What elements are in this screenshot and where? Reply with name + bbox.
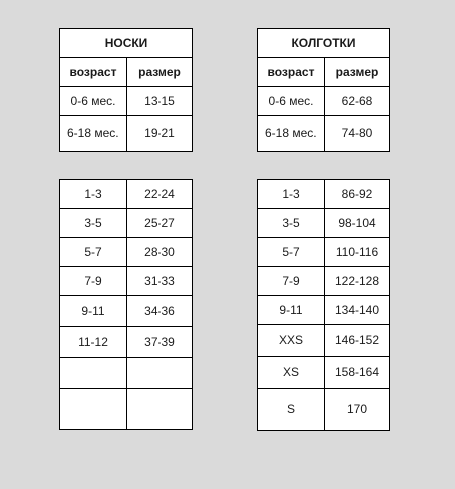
age-cell: 7-9 [258, 267, 325, 296]
table-row [60, 296, 193, 327]
size-cell: 37-39 [127, 327, 193, 358]
size-cell: 134-140 [325, 296, 390, 325]
age-cell: 1-3 [60, 180, 127, 209]
size-cell: 34-36 [127, 296, 193, 327]
age-cell: 0-6 мес. [60, 87, 127, 116]
table-row [60, 327, 193, 358]
age-cell: S [258, 389, 325, 431]
table-row [60, 116, 193, 152]
age-cell: 5-7 [60, 238, 127, 267]
socks-age-header: возраст [60, 58, 127, 87]
age-cell: XS [258, 357, 325, 389]
size-cell: 31-33 [127, 267, 193, 296]
age-cell: 11-12 [60, 327, 127, 358]
size-cell: 158-164 [325, 357, 390, 389]
tights-size-table-infants [257, 28, 390, 152]
age-cell [60, 358, 127, 389]
socks-size-table-children [59, 179, 193, 430]
table-row [258, 238, 390, 267]
socks-size-header: размер [127, 58, 193, 87]
age-cell: XXS [258, 325, 325, 357]
size-cell: 98-104 [325, 209, 390, 238]
table-row [258, 180, 390, 209]
size-cell: 74-80 [325, 116, 390, 152]
table-row [60, 87, 193, 116]
table-row [258, 296, 390, 325]
table-row [60, 180, 193, 209]
age-cell: 5-7 [258, 238, 325, 267]
size-cell: 170 [325, 389, 390, 431]
size-cell: 122-128 [325, 267, 390, 296]
table-row [258, 267, 390, 296]
table-row [60, 267, 193, 296]
age-cell: 6-18 мес. [60, 116, 127, 152]
tights-title: КОЛГОТКИ [258, 29, 390, 58]
age-cell: 3-5 [60, 209, 127, 238]
age-cell: 0-6 мес. [258, 87, 325, 116]
age-cell: 3-5 [258, 209, 325, 238]
age-cell: 6-18 мес. [258, 116, 325, 152]
socks-title: НОСКИ [60, 29, 193, 58]
table-row [60, 238, 193, 267]
size-cell: 110-116 [325, 238, 390, 267]
age-cell: 7-9 [60, 267, 127, 296]
table-row [258, 209, 390, 238]
size-cell: 22-24 [127, 180, 193, 209]
age-cell: 9-11 [60, 296, 127, 327]
size-cell: 86-92 [325, 180, 390, 209]
size-cell: 19-21 [127, 116, 193, 152]
table-row [60, 389, 193, 430]
age-cell [60, 389, 127, 430]
size-cell [127, 358, 193, 389]
table-row [258, 116, 390, 152]
tights-age-header: возраст [258, 58, 325, 87]
size-cell: 13-15 [127, 87, 193, 116]
age-cell: 1-3 [258, 180, 325, 209]
age-cell: 9-11 [258, 296, 325, 325]
table-row [60, 358, 193, 389]
socks-size-table-infants [59, 28, 193, 152]
size-cell: 28-30 [127, 238, 193, 267]
size-cell: 146-152 [325, 325, 390, 357]
tights-size-header: размер [325, 58, 390, 87]
table-row [258, 389, 390, 431]
size-cell [127, 389, 193, 430]
table-row [258, 325, 390, 357]
table-row [258, 357, 390, 389]
size-cell: 25-27 [127, 209, 193, 238]
tights-size-table-children [257, 179, 390, 431]
size-cell: 62-68 [325, 87, 390, 116]
table-row [60, 209, 193, 238]
table-row [258, 87, 390, 116]
